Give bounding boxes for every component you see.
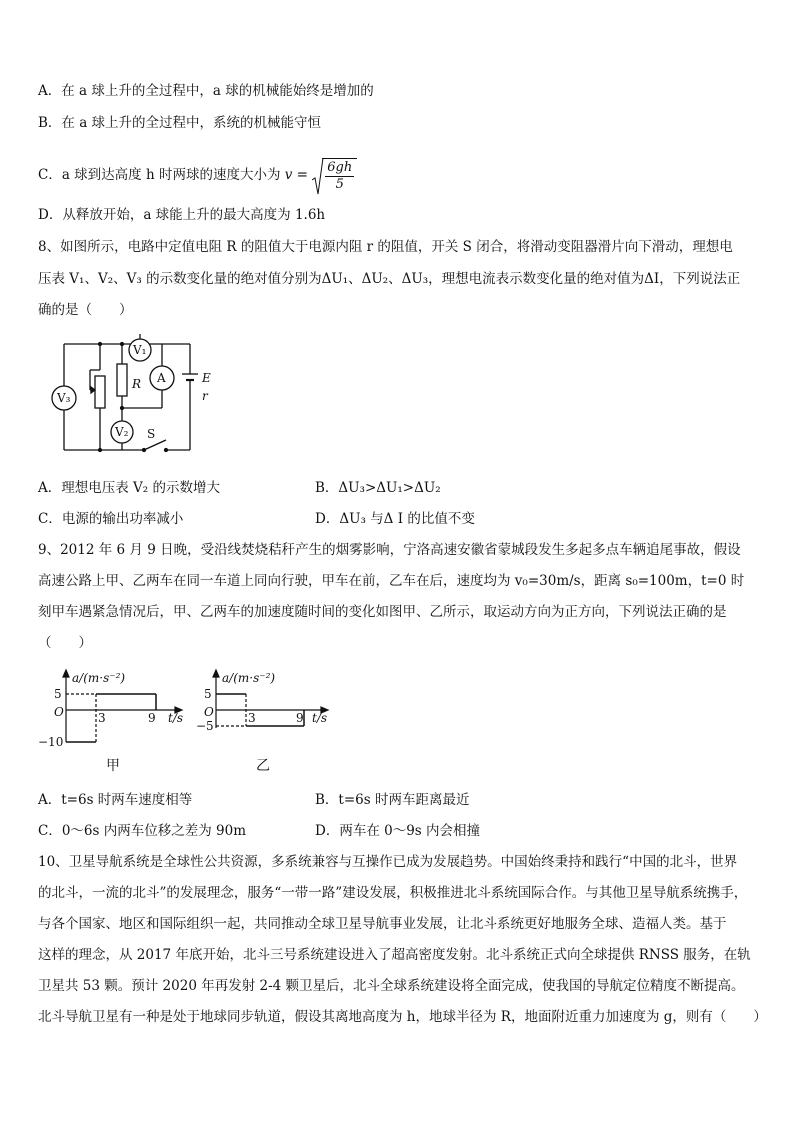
graph-jia-xtick-9: 9	[148, 711, 156, 725]
fraction	[325, 160, 354, 193]
graph-jia-xtick-3: 3	[98, 711, 106, 725]
q10-stem-line5: 卫星共 53 颗。预计 2020 年再发射 2-4 颗卫星后，北斗全球系统建设将全面完成，使我国的导航定位精度不断提高。	[38, 978, 745, 994]
circuit-emf-label: E	[202, 371, 211, 385]
graph-yi-xlabel: t/s	[312, 711, 328, 725]
q8-stem-line2: 压表 V₁、V₂、V₃ 的示数变化量的绝对值分别为ΔU₁、ΔU₂、ΔU₃，理想电流表示数变化量的绝对值为ΔI，下列说法正	[38, 271, 741, 287]
q7-option-d: D．从释放开始，a 球能上升的最大高度为 1.6h	[38, 207, 326, 223]
fraction-numerator: 6gh	[327, 160, 353, 175]
q9-stem-line1: 9、2012 年 6 月 9 日晚，受沿线焚烧秸秆产生的烟雾影响，宁洛高速安徽省蒙城段发生多起多点车辆追尾事故，假设	[38, 542, 741, 558]
circuit-v1-label: V₁	[133, 343, 147, 357]
graph-yi-ytick-5: 5	[204, 687, 212, 701]
q8-option-a: A．理想电压表 V₂ 的示数增大	[38, 480, 220, 496]
q9-option-c: C．0～6s 内两车位移之差为 90m	[38, 823, 246, 839]
q9-stem-line3: 刻甲车遇紧急情况后，甲、乙两车的加速度随时间的变化如图甲、乙所示，取运动方向为正方向，下列说法正确的是	[38, 604, 727, 620]
q8-circuit-diagram	[40, 330, 240, 460]
fraction-denominator: 5	[335, 177, 344, 192]
q9-graph-jia	[36, 664, 196, 774]
graph-yi-origin: O	[204, 705, 214, 719]
q9-graph-yi	[194, 664, 344, 774]
q7-option-c-v: v =	[284, 167, 308, 183]
q10-stem-line1: 10、卫星导航系统是全球性公共资源，多系统兼容与互操作已成为发展趋势。中国始终秉持和践行“中国的北斗，世界	[38, 854, 738, 870]
q10-stem-line4: 这样的理念，从 2017 年底开始，北斗三号系统建设进入了超高密度发射。北斗系统正式向全球提供 RNSS 服务，在轨	[38, 947, 751, 963]
q7-option-b: B．在 a 球上升的全过程中，系统的机械能守恒	[38, 115, 322, 131]
graph-jia-ytick-5: 5	[54, 687, 62, 701]
circuit-internal-label: r	[202, 389, 208, 403]
q8-option-b: B．ΔU₃>ΔU₁>ΔU₂	[315, 480, 441, 496]
q8-stem-line3: 确的是（ ）	[38, 302, 133, 318]
circuit-resistor-label: R	[132, 377, 142, 391]
graph-jia-caption: 甲	[106, 758, 120, 774]
graph-jia-ylabel: a/(m·s⁻²)	[72, 671, 126, 685]
graph-yi-xtick-3: 3	[248, 711, 256, 725]
q9-option-a: A．t=6s 时两车速度相等	[38, 792, 193, 808]
q8-option-d: D．ΔU₃ 与Δ I 的比值不变	[315, 511, 475, 527]
circuit-switch-label: S	[147, 427, 156, 441]
q9-stem-line4: （ ）	[38, 635, 92, 651]
graph-yi-xtick-9: 9	[296, 711, 304, 725]
q9-option-b: B．t=6s 时两车距离最近	[315, 792, 470, 808]
circuit-ammeter-label: A	[157, 371, 166, 385]
sqrt-icon	[312, 158, 324, 196]
graph-jia-ytick-neg10: −10	[38, 735, 64, 749]
graph-yi-ylabel: a/(m·s⁻²)	[222, 671, 276, 685]
q9-stem-line2: 高速公路上甲、乙两车在同一车道上同向行驶，甲车在前，乙车在后，速度均为 v₀=30m/s，距离 s₀=100m，t=0 时	[38, 573, 745, 589]
q9-option-d: D．两车在 0～9s 内会相撞	[315, 823, 481, 839]
q10-stem-line2: 的北斗，一流的北斗”的发展理念，服务“一带一路”建设发展，积极推进北斗系统国际合作。与其他卫星导航系统携手，	[38, 885, 748, 901]
q8-option-c: C．电源的输出功率减小	[38, 511, 184, 527]
q7-option-c-text: C．a 球到达高度 h 时两球的速度大小为	[38, 167, 281, 183]
circuit-v3-label: V₃	[57, 391, 71, 405]
q7-option-a: A．在 a 球上升的全过程中，a 球的机械能始终是增加的	[38, 83, 374, 99]
graph-jia-xlabel: t/s	[168, 711, 184, 725]
circuit-v2-label: V₂	[115, 425, 129, 439]
graph-yi-caption: 乙	[256, 758, 270, 774]
graph-yi-ytick-neg5: −5	[196, 719, 214, 733]
sqrt-formula	[312, 158, 357, 193]
q10-stem-line3: 与各个国家、地区和国际组织一起，共同推动全球卫星导航事业发展，让北斗系统更好地服务全球、造福人类。基于	[38, 916, 727, 932]
graph-jia-origin: O	[54, 705, 64, 719]
q8-stem-line1: 8、如图所示，电路中定值电阻 R 的阻值大于电源内阻 r 的阻值，开关 S 闭合，将滑动变阻器滑片向下滑动，理想电	[38, 239, 733, 255]
q7-option-c	[38, 158, 357, 193]
q10-stem-line6: 北斗导航卫星有一种是处于地球同步轨道，假设其离地高度为 h，地球半径为 R，地面附近重力加速度为 g，则有（ ）	[38, 1009, 767, 1025]
